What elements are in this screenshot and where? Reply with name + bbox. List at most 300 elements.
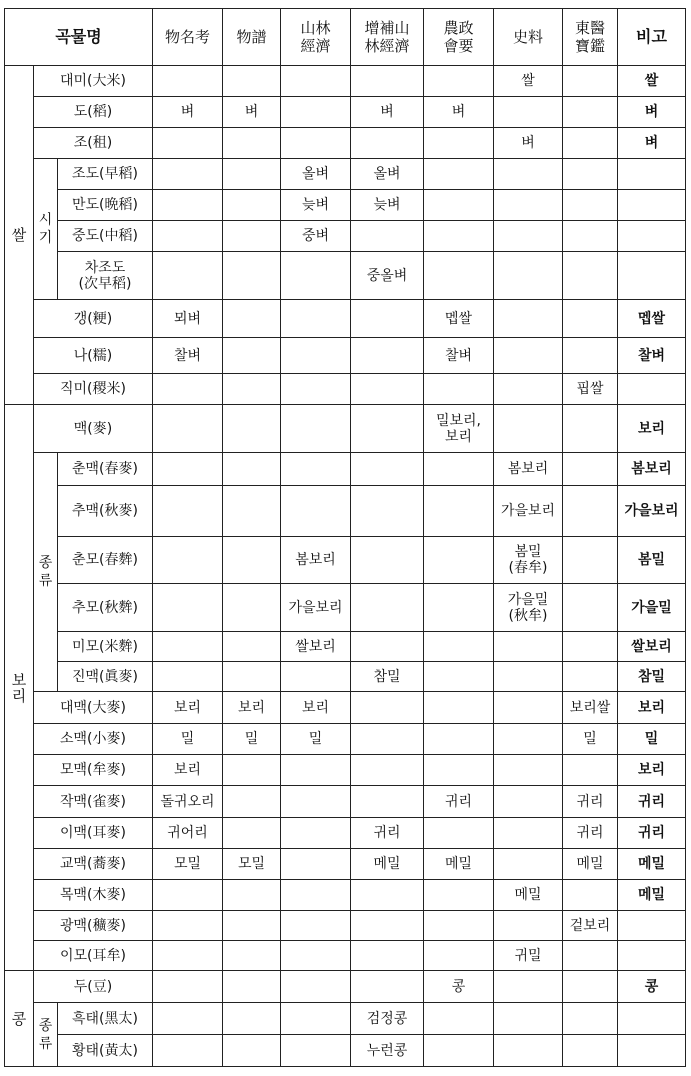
table-row <box>5 818 686 849</box>
source-cell-s3: 올벼 <box>281 159 351 190</box>
source-cell-s5 <box>424 584 494 632</box>
source-cell-s3: 보리 <box>281 692 351 724</box>
source-cell-s5: 콩 <box>424 971 494 1003</box>
source-cell-s6 <box>494 190 563 221</box>
source-cell-s6 <box>494 300 563 338</box>
source-cell-s3 <box>281 880 351 911</box>
grain-name-cell: 차조도 (次早稻) <box>58 252 153 300</box>
grain-name-cell: 맥(麥) <box>34 405 153 453</box>
source-cell-s2 <box>223 66 281 97</box>
source-cell-s2 <box>223 453 281 486</box>
source-cell-s1: 밀 <box>153 724 223 755</box>
source-cell-s6 <box>494 755 563 786</box>
source-cell-s6 <box>494 849 563 880</box>
source-cell-s1 <box>153 1003 223 1035</box>
note-cell: 벼 <box>618 97 686 128</box>
table-row <box>5 911 686 941</box>
source-cell-s1: 돌귀오리 <box>153 786 223 818</box>
table-row <box>5 486 686 537</box>
source-cell-s1: 귀어리 <box>153 818 223 849</box>
source-cell-s7: 메밀 <box>563 849 618 880</box>
source-cell-s4 <box>351 486 424 537</box>
table-row <box>5 971 686 1003</box>
source-cell-s7 <box>563 221 618 252</box>
note-cell: 멥쌀 <box>618 300 686 338</box>
source-cell-s2 <box>223 786 281 818</box>
source-cell-s4 <box>351 632 424 662</box>
source-cell-s6: 가을밀 (秋牟) <box>494 584 563 632</box>
header-note: 비고 <box>618 9 686 66</box>
source-cell-s4 <box>351 941 424 971</box>
source-cell-s7: 귀리 <box>563 818 618 849</box>
header-source-2: 物譜 <box>223 9 281 66</box>
note-cell <box>618 374 686 405</box>
source-cell-s5: 벼 <box>424 97 494 128</box>
table-row <box>5 692 686 724</box>
source-cell-s5: 귀리 <box>424 786 494 818</box>
grain-name-cell: 나(糯) <box>34 338 153 374</box>
source-cell-s1 <box>153 880 223 911</box>
source-cell-s7: 겉보리 <box>563 911 618 941</box>
table-row <box>5 159 686 190</box>
source-cell-s1: 찰벼 <box>153 338 223 374</box>
source-cell-s5 <box>424 911 494 941</box>
source-cell-s2 <box>223 537 281 584</box>
source-cell-s4: 귀리 <box>351 818 424 849</box>
source-cell-s1 <box>153 537 223 584</box>
note-cell: 보리 <box>618 755 686 786</box>
source-cell-s6 <box>494 632 563 662</box>
note-cell: 쌀보리 <box>618 632 686 662</box>
source-cell-s4 <box>351 584 424 632</box>
source-cell-s4 <box>351 880 424 911</box>
source-cell-s3: 쌀보리 <box>281 632 351 662</box>
source-cell-s1 <box>153 662 223 692</box>
source-cell-s1: 보리 <box>153 755 223 786</box>
note-cell: 콩 <box>618 971 686 1003</box>
grain-name-cell: 목맥(木麥) <box>34 880 153 911</box>
header-source-3: 山林 經濟 <box>281 9 351 66</box>
source-cell-s6 <box>494 662 563 692</box>
grain-name-cell: 추맥(秋麥) <box>58 486 153 537</box>
source-cell-s2 <box>223 632 281 662</box>
source-cell-s7 <box>563 755 618 786</box>
source-cell-s3 <box>281 849 351 880</box>
table-body <box>5 66 686 1067</box>
source-cell-s3 <box>281 453 351 486</box>
table-row <box>5 190 686 221</box>
source-cell-s5 <box>424 818 494 849</box>
source-cell-s1 <box>153 190 223 221</box>
source-cell-s3: 밀 <box>281 724 351 755</box>
source-cell-s7 <box>563 537 618 584</box>
table-row <box>5 849 686 880</box>
source-cell-s5 <box>424 159 494 190</box>
grain-name-cell: 대미(大米) <box>34 66 153 97</box>
source-cell-s2 <box>223 1003 281 1035</box>
source-cell-s4: 메밀 <box>351 849 424 880</box>
source-cell-s5: 메밀 <box>424 849 494 880</box>
source-cell-s4 <box>351 755 424 786</box>
group-label-rice: 쌀 <box>5 66 34 405</box>
source-cell-s6 <box>494 97 563 128</box>
grain-name-cell: 춘모(春麰) <box>58 537 153 584</box>
source-cell-s7: 밀 <box>563 724 618 755</box>
source-cell-s6 <box>494 1035 563 1067</box>
source-cell-s7 <box>563 97 618 128</box>
note-cell: 벼 <box>618 128 686 159</box>
table-row <box>5 1035 686 1067</box>
table-row <box>5 128 686 159</box>
source-cell-s3 <box>281 1035 351 1067</box>
source-cell-s3 <box>281 486 351 537</box>
grain-name-cell: 이맥(耳麥) <box>34 818 153 849</box>
source-cell-s6: 쌀 <box>494 66 563 97</box>
source-cell-s6 <box>494 724 563 755</box>
source-cell-s4 <box>351 692 424 724</box>
header-source-5: 農政 會要 <box>424 9 494 66</box>
note-cell <box>618 252 686 300</box>
source-cell-s6: 귀밀 <box>494 941 563 971</box>
source-cell-s2 <box>223 1035 281 1067</box>
grain-name-cell: 두(豆) <box>34 971 153 1003</box>
source-cell-s1 <box>153 453 223 486</box>
source-cell-s7 <box>563 941 618 971</box>
grain-name-cell: 황태(黃太) <box>58 1035 153 1067</box>
grain-name-cell: 만도(晩稻) <box>58 190 153 221</box>
source-cell-s2 <box>223 338 281 374</box>
grain-name-cell: 대맥(大麥) <box>34 692 153 724</box>
source-cell-s2 <box>223 911 281 941</box>
source-cell-s3 <box>281 374 351 405</box>
source-cell-s6 <box>494 818 563 849</box>
source-cell-s1 <box>153 128 223 159</box>
header-source-1: 物名考 <box>153 9 223 66</box>
grain-name-cell: 춘맥(春麥) <box>58 453 153 486</box>
source-cell-s4 <box>351 786 424 818</box>
table-row <box>5 584 686 632</box>
source-cell-s6: 메밀 <box>494 880 563 911</box>
source-cell-s7 <box>563 159 618 190</box>
grain-comparison-table <box>4 8 686 1067</box>
note-cell <box>618 221 686 252</box>
grain-name-cell: 교맥(蕎麥) <box>34 849 153 880</box>
source-cell-s4 <box>351 971 424 1003</box>
source-cell-s7 <box>563 252 618 300</box>
source-cell-s5 <box>424 453 494 486</box>
note-cell: 가을보리 <box>618 486 686 537</box>
table-row <box>5 1003 686 1035</box>
source-cell-s1 <box>153 971 223 1003</box>
grain-name-cell: 직미(稷米) <box>34 374 153 405</box>
note-cell: 귀리 <box>618 818 686 849</box>
table-row <box>5 632 686 662</box>
note-cell <box>618 941 686 971</box>
source-cell-s1 <box>153 584 223 632</box>
source-cell-s3 <box>281 128 351 159</box>
grain-name-cell: 중도(中稻) <box>58 221 153 252</box>
source-cell-s4 <box>351 537 424 584</box>
source-cell-s4 <box>351 453 424 486</box>
source-cell-s4 <box>351 66 424 97</box>
table-row <box>5 724 686 755</box>
source-cell-s2 <box>223 159 281 190</box>
source-cell-s1 <box>153 405 223 453</box>
source-cell-s2: 보리 <box>223 692 281 724</box>
note-cell <box>618 1035 686 1067</box>
source-cell-s5 <box>424 128 494 159</box>
source-cell-s4 <box>351 911 424 941</box>
source-cell-s5 <box>424 755 494 786</box>
source-cell-s3 <box>281 911 351 941</box>
source-cell-s6 <box>494 221 563 252</box>
source-cell-s1 <box>153 911 223 941</box>
source-cell-s2 <box>223 374 281 405</box>
grain-name-cell: 추모(秋麰) <box>58 584 153 632</box>
source-cell-s2 <box>223 252 281 300</box>
table-row <box>5 405 686 453</box>
source-cell-s5 <box>424 724 494 755</box>
source-cell-s7 <box>563 486 618 537</box>
source-cell-s6 <box>494 159 563 190</box>
table-row <box>5 880 686 911</box>
source-cell-s1: 보리 <box>153 692 223 724</box>
source-cell-s3: 봄보리 <box>281 537 351 584</box>
source-cell-s7: 핍쌀 <box>563 374 618 405</box>
source-cell-s5 <box>424 252 494 300</box>
source-cell-s1: 모밀 <box>153 849 223 880</box>
source-cell-s2 <box>223 128 281 159</box>
table-row <box>5 941 686 971</box>
source-cell-s3 <box>281 662 351 692</box>
source-cell-s5 <box>424 374 494 405</box>
header-source-7: 東醫 寶鑑 <box>563 9 618 66</box>
source-cell-s5 <box>424 1003 494 1035</box>
table-row <box>5 537 686 584</box>
source-cell-s6 <box>494 911 563 941</box>
grain-name-cell: 모맥(牟麥) <box>34 755 153 786</box>
source-cell-s2 <box>223 405 281 453</box>
table-row <box>5 97 686 128</box>
source-cell-s3 <box>281 818 351 849</box>
source-cell-s6: 벼 <box>494 128 563 159</box>
note-cell <box>618 190 686 221</box>
group-label-bean: 콩 <box>5 971 34 1067</box>
source-cell-s1 <box>153 632 223 662</box>
source-cell-s2 <box>223 584 281 632</box>
source-cell-s7 <box>563 662 618 692</box>
source-cell-s7 <box>563 128 618 159</box>
source-cell-s4 <box>351 300 424 338</box>
source-cell-s4: 검정콩 <box>351 1003 424 1035</box>
source-cell-s1 <box>153 374 223 405</box>
source-cell-s2 <box>223 971 281 1003</box>
table-row <box>5 662 686 692</box>
table-row <box>5 786 686 818</box>
grain-name-cell: 작맥(雀麥) <box>34 786 153 818</box>
source-cell-s3 <box>281 1003 351 1035</box>
source-cell-s5 <box>424 486 494 537</box>
grain-name-cell: 미모(米麰) <box>58 632 153 662</box>
source-cell-s5 <box>424 880 494 911</box>
table-row <box>5 374 686 405</box>
source-cell-s4: 중올벼 <box>351 252 424 300</box>
source-cell-s2 <box>223 880 281 911</box>
source-cell-s5 <box>424 66 494 97</box>
source-cell-s7: 보리쌀 <box>563 692 618 724</box>
table-row <box>5 221 686 252</box>
source-cell-s2 <box>223 818 281 849</box>
source-cell-s3 <box>281 786 351 818</box>
source-cell-s2 <box>223 662 281 692</box>
source-cell-s3: 늦벼 <box>281 190 351 221</box>
note-cell: 봄밀 <box>618 537 686 584</box>
grain-name-cell: 소맥(小麥) <box>34 724 153 755</box>
source-cell-s3 <box>281 66 351 97</box>
note-cell: 귀리 <box>618 786 686 818</box>
source-cell-s6 <box>494 692 563 724</box>
source-cell-s2 <box>223 300 281 338</box>
source-cell-s3 <box>281 252 351 300</box>
source-cell-s6 <box>494 971 563 1003</box>
source-cell-s3: 중벼 <box>281 221 351 252</box>
source-cell-s1 <box>153 1035 223 1067</box>
note-cell: 메밀 <box>618 849 686 880</box>
source-cell-s5: 찰벼 <box>424 338 494 374</box>
note-cell: 보리 <box>618 692 686 724</box>
source-cell-s3 <box>281 97 351 128</box>
source-cell-s5 <box>424 537 494 584</box>
table-row <box>5 338 686 374</box>
source-cell-s7 <box>563 405 618 453</box>
note-cell: 가을밀 <box>618 584 686 632</box>
source-cell-s3 <box>281 941 351 971</box>
source-cell-s5: 밀보리, 보리 <box>424 405 494 453</box>
note-cell: 찰벼 <box>618 338 686 374</box>
note-cell: 보리 <box>618 405 686 453</box>
source-cell-s6 <box>494 338 563 374</box>
subgroup-label-bean-kind: 종 류 <box>34 1003 58 1067</box>
source-cell-s7 <box>563 66 618 97</box>
source-cell-s3 <box>281 755 351 786</box>
note-cell <box>618 1003 686 1035</box>
source-cell-s7 <box>563 1003 618 1035</box>
source-cell-s4: 늦벼 <box>351 190 424 221</box>
source-cell-s1 <box>153 486 223 537</box>
source-cell-s6 <box>494 374 563 405</box>
source-cell-s7 <box>563 190 618 221</box>
source-cell-s6 <box>494 1003 563 1035</box>
header-source-6: 史料 <box>494 9 563 66</box>
table-row <box>5 453 686 486</box>
grain-name-cell: 조(租) <box>34 128 153 159</box>
source-cell-s2 <box>223 755 281 786</box>
source-cell-s2: 밀 <box>223 724 281 755</box>
table-row <box>5 755 686 786</box>
source-cell-s5 <box>424 1035 494 1067</box>
source-cell-s2 <box>223 190 281 221</box>
source-cell-s4 <box>351 128 424 159</box>
source-cell-s7 <box>563 584 618 632</box>
table-row <box>5 300 686 338</box>
source-cell-s3 <box>281 971 351 1003</box>
grain-name-cell: 도(稻) <box>34 97 153 128</box>
source-cell-s4 <box>351 374 424 405</box>
source-cell-s1 <box>153 66 223 97</box>
source-cell-s1 <box>153 252 223 300</box>
subgroup-label-barley-kind: 종 류 <box>34 453 58 692</box>
table-row <box>5 66 686 97</box>
source-cell-s2: 모밀 <box>223 849 281 880</box>
source-cell-s7 <box>563 971 618 1003</box>
source-cell-s6 <box>494 252 563 300</box>
source-cell-s2 <box>223 941 281 971</box>
source-cell-s5 <box>424 190 494 221</box>
source-cell-s5 <box>424 632 494 662</box>
source-cell-s4: 참밀 <box>351 662 424 692</box>
grain-name-cell: 흑태(黑太) <box>58 1003 153 1035</box>
note-cell: 쌀 <box>618 66 686 97</box>
note-cell: 메밀 <box>618 880 686 911</box>
note-cell: 참밀 <box>618 662 686 692</box>
header-row <box>5 9 686 66</box>
source-cell-s4 <box>351 338 424 374</box>
source-cell-s4: 벼 <box>351 97 424 128</box>
source-cell-s5: 멥쌀 <box>424 300 494 338</box>
table-row <box>5 252 686 300</box>
source-cell-s6: 가을보리 <box>494 486 563 537</box>
source-cell-s6 <box>494 405 563 453</box>
source-cell-s1 <box>153 941 223 971</box>
source-cell-s1 <box>153 221 223 252</box>
source-cell-s5 <box>424 221 494 252</box>
grain-name-cell: 진맥(眞麥) <box>58 662 153 692</box>
source-cell-s1: 뫼벼 <box>153 300 223 338</box>
source-cell-s2 <box>223 486 281 537</box>
source-cell-s4 <box>351 724 424 755</box>
source-cell-s3: 가을보리 <box>281 584 351 632</box>
source-cell-s7 <box>563 880 618 911</box>
source-cell-s4 <box>351 405 424 453</box>
source-cell-s5 <box>424 692 494 724</box>
source-cell-s3 <box>281 338 351 374</box>
header-source-4: 增補山 林經濟 <box>351 9 424 66</box>
header-grain-name: 곡물명 <box>5 9 153 66</box>
note-cell <box>618 911 686 941</box>
grain-name-cell: 갱(粳) <box>34 300 153 338</box>
grain-name-cell: 조도(早稻) <box>58 159 153 190</box>
source-cell-s7 <box>563 338 618 374</box>
source-cell-s6: 봄보리 <box>494 453 563 486</box>
grain-name-cell: 광맥(穬麥) <box>34 911 153 941</box>
source-cell-s3 <box>281 300 351 338</box>
source-cell-s6: 봄밀 (春牟) <box>494 537 563 584</box>
source-cell-s7 <box>563 453 618 486</box>
source-cell-s7 <box>563 300 618 338</box>
grain-name-cell: 이모(耳牟) <box>34 941 153 971</box>
note-cell: 봄보리 <box>618 453 686 486</box>
source-cell-s1 <box>153 159 223 190</box>
source-cell-s7 <box>563 632 618 662</box>
note-cell: 밀 <box>618 724 686 755</box>
source-cell-s3 <box>281 405 351 453</box>
source-cell-s2 <box>223 221 281 252</box>
note-cell <box>618 159 686 190</box>
source-cell-s6 <box>494 786 563 818</box>
source-cell-s5 <box>424 662 494 692</box>
source-cell-s4: 올벼 <box>351 159 424 190</box>
source-cell-s2: 벼 <box>223 97 281 128</box>
